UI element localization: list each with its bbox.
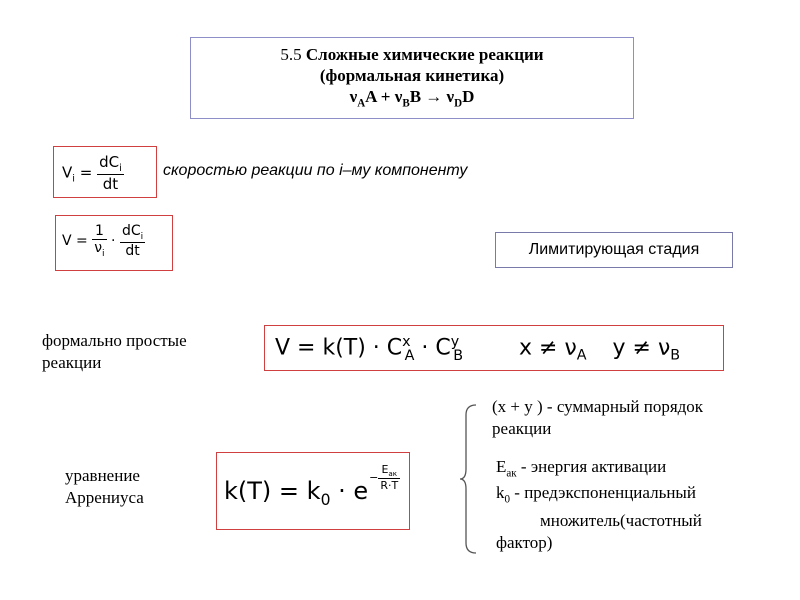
reaction-order-note: (x + y ) - суммарный порядок реакции <box>492 397 704 438</box>
curly-brace <box>458 403 480 555</box>
arrhenius-label: уравнение Аррениуса <box>65 466 144 507</box>
title-box <box>190 37 634 119</box>
title-line1 <box>191 44 633 65</box>
rate-v-formula: V = $\frac{1}{\nu_i}$ · $\frac{dC_i}{dt}$ <box>55 215 173 271</box>
limiting-stage-box: Лимитирующая стадия <box>495 232 733 268</box>
activation-energy-note: $E_{ак}$ - энергия активации <box>496 457 667 480</box>
section-number: 5.5 <box>280 45 306 64</box>
simple-reactions-label: формально простые реакции <box>42 331 187 372</box>
rate-i-formula: $V_i$ = $\frac{dC_i}{dt}$ <box>53 146 157 198</box>
reaction-equation: $\nu_AA + \nu_BB \to \nu_DD$ <box>349 87 475 110</box>
section-title: Сложные химические реакции <box>305 45 544 64</box>
arrhenius-formula: $k(T) = k_0 \cdot e-$ $\frac{E_{ак}}{R\cdot T}$ <box>216 452 410 530</box>
title-line2: (формальная кинетика) <box>319 66 505 85</box>
rate-i-caption: скоростью реакции по i–му компоненту <box>163 162 468 179</box>
preexponential-note: $k_0$ - предэкспоненциальный множитель(частотный фактор) <box>496 483 702 553</box>
rate-law-formula: $V = k(T) \cdot C^x_A \cdot C^y_B$ $x \ne \nu_A$ $y \ne \nu_B$ <box>264 325 724 371</box>
